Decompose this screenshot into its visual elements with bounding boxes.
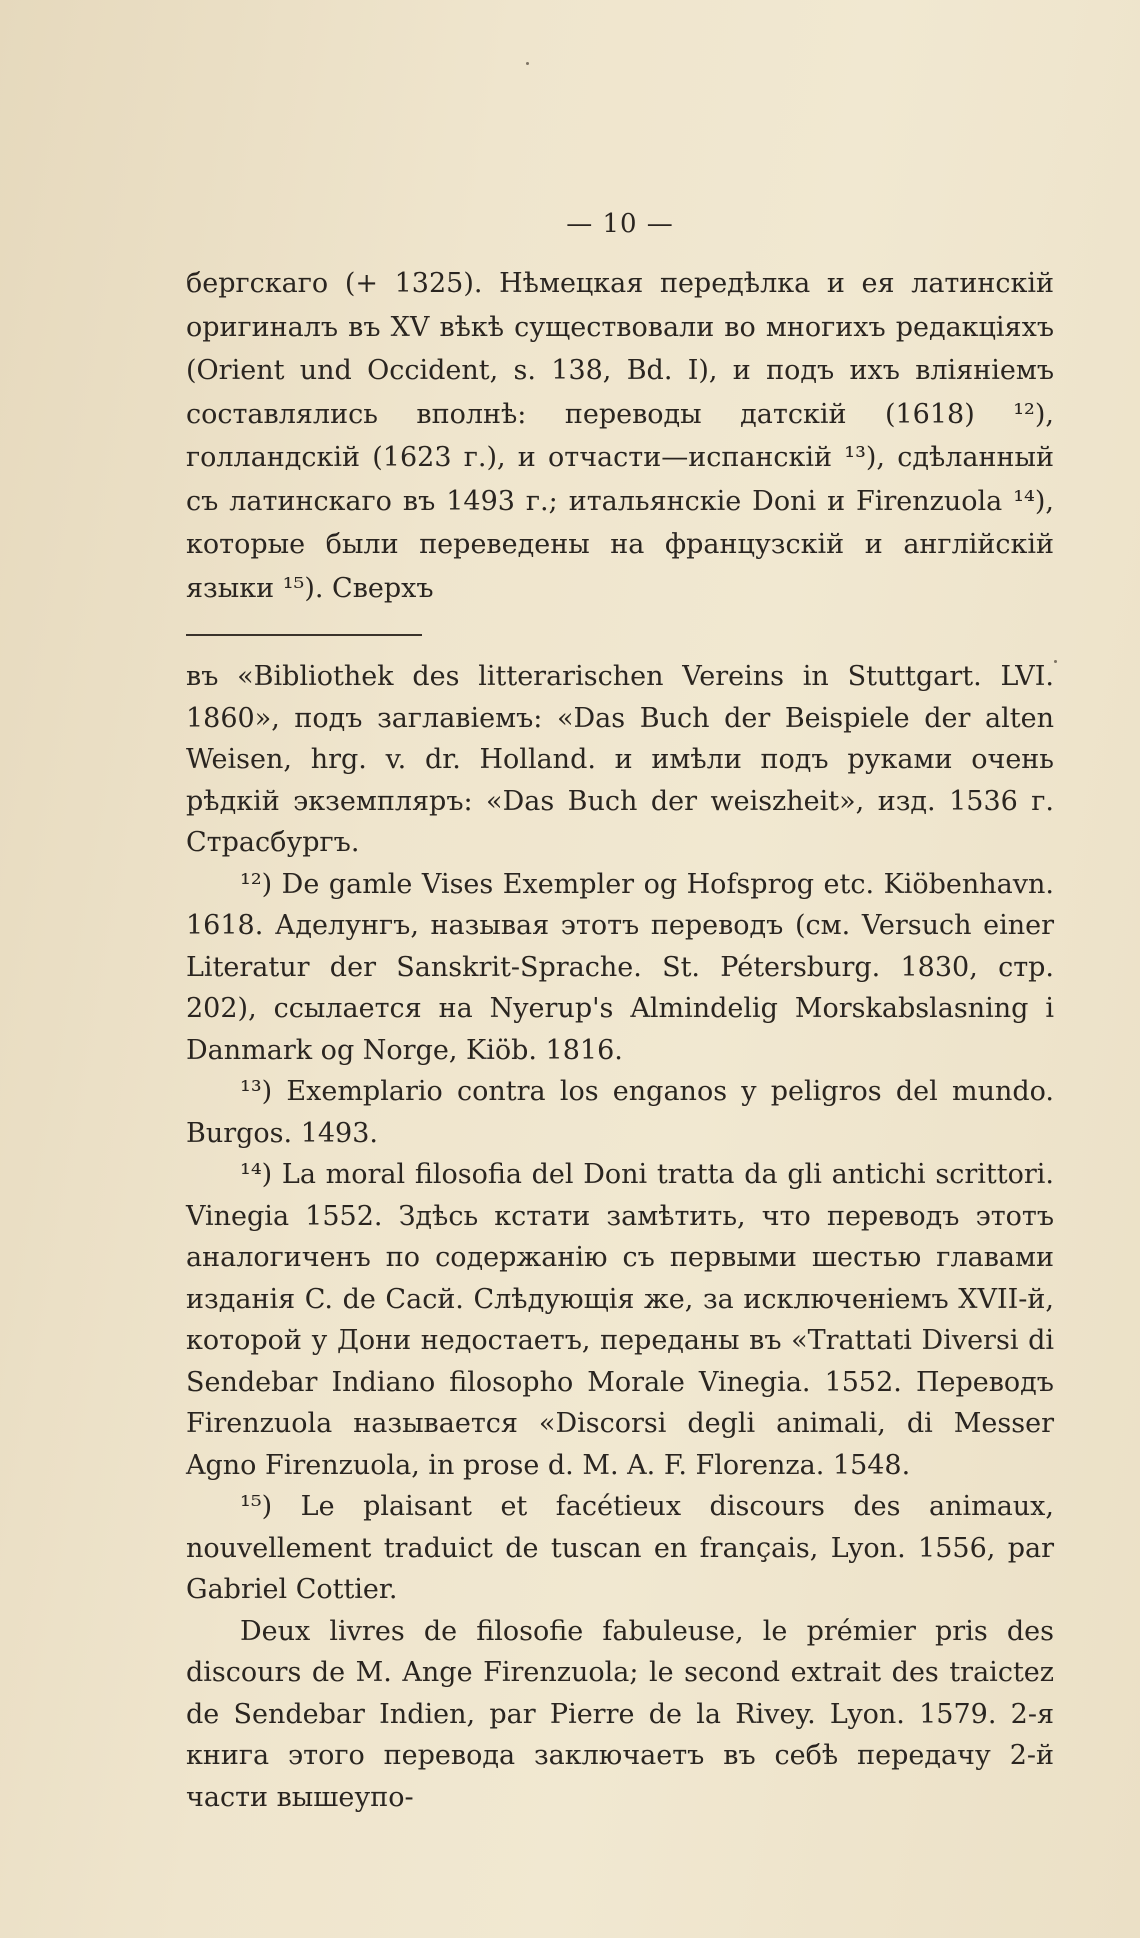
footnote-12: ¹²) De gamle Vises Exempler og Hofsprog etc. Kiöbenhavn. 1618. Аделунгъ, называя этотъ переводъ (см. Versuch einer Literatur der Sanskrit-Sprache. St. Pétersburg. 1830, стр. 202), ссылается на Nyerup's Almindelig Morskabslasning i Danmark og Norge, Kiöb. 1816. bbox=[186, 868, 1054, 1066]
main-paragraph: бергскаго (+ 1325). Нѣмецкая передѣлка и ея латинскій оригиналъ въ XV вѣкѣ существовали во многихъ редакціяхъ (Orient und Occident, s. 138, Bd. I), и подъ ихъ вліяніемъ составлялись вполнѣ: переводы датскій (1618) ¹²), голландскій (1623 г.), и отчасти—испанскій ¹³), сдѣланный съ латинскаго въ 1493 г.; итальянскіе Doni и Firenzuola ¹⁴), которые были переведены на французскій и англійскій языки ¹⁵). Сверхъ bbox=[186, 268, 1054, 604]
footnote-15: ¹⁵) Le plaisant et facétieux discours des animaux, nouvellement traduict de tuscan en français, Lyon. 1556, par Gabriel Cottier. bbox=[186, 1491, 1054, 1605]
paper-speck bbox=[526, 62, 529, 65]
footnote-13: ¹³) Exemplario contra los enganos y peligros del mundo. Burgos. 1493. bbox=[186, 1076, 1054, 1149]
book-page bbox=[186, 200, 1054, 1818]
footnote-divider bbox=[186, 634, 422, 636]
footnotes bbox=[186, 656, 1054, 1818]
main-text bbox=[186, 262, 1054, 610]
footnote-14: ¹⁴) La moral filosofia del Doni tratta da gli antichi scrittori. Vinegia 1552. Здѣсь кстати замѣтить, что переводъ этотъ аналогиченъ по содержанію съ первыми шестью главами изданія C. de Сасй. Слѣдующія же, за исключеніемъ XVII-й, которой у Дони недостаетъ, переданы въ «Trattati Diversi di Sendebar Indiano filosopho Morale Vinegia. 1552. Переводъ Firenzuola называется «Discorsi degli animali, di Messer Agno Firenzuola, in prose d. M. A. F. Florenza. 1548. bbox=[186, 1159, 1054, 1481]
footnote-15-continuation: Deux livres de filosofie fabuleuse, le prémier pris des discours de M. Ange Firenzuola; le second extrait des traictez de Sendebar Indien, par Pierre de la Rivey. Lyon. 1579. 2-я книга этого перевода заключаетъ въ себѣ передачу 2-й части вышеупо- bbox=[186, 1615, 1054, 1813]
paper-speck bbox=[1054, 660, 1057, 663]
page-number: — 10 — bbox=[566, 209, 674, 239]
footnote-continuation: въ «Bibliothek des litterarischen Vereins in Stuttgart. LVI. 1860», подъ заглавіемъ: «Das Buch der Beispiele der alten Weisen, hrg. v. dr. Holland. и имѣли подъ руками очень рѣдкій экземпляръ: «Das Buch der weiszheit», изд. 1536 г. Страсбургъ. bbox=[186, 661, 1054, 858]
